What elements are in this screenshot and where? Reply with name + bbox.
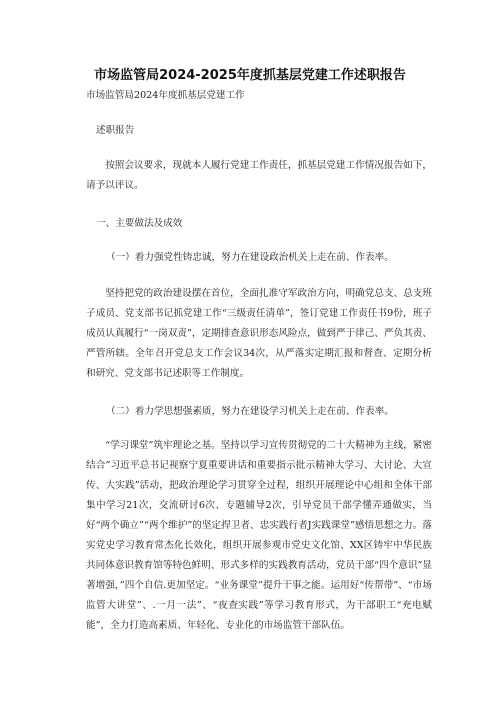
subheading-party-loyalty: （一）着力强党性铸忠诚，努力在建设政治机关上走在前、作表率。 [106,252,394,263]
paragraph-learning-classroom: “学习课堂”筑牢理论之基。坚持以学习宣传贯彻党的二十大精神为主线，紧密结合”习近平总书记视察宁夏重要讲话和重要指示批示精神大学习、大讨论、大宣传、大实践”活动，把政治理论学习贯穿全过程，组织开展理论中心组和全体干部集中学习21次，交流研讨6次、专题辅导2次，引导党员干部学懂弄通做实，当好“两个确立”“两个维护”的坚定捍卫者、忠实践行者J实践课堂”感悟思想之力。落实党史学习教育常杰化长效化，组织开展参观市党史文化馆、XX区铸牢中华民族共同体意识教育馆等特色鲜明、形式多样的实践教育活动，党员干部“四个意识”显著增强，”四个自信.更加坚定。“业务课堂”提升干事之能。运用好“传帮带”、“市场监管大讲堂”、.一月一法”、“夜查实践”等学习教育形式，为干部职工“充电赋能”，全力打造高素质、年轻化、专业化的市场监管干部队伍。 [86,440,432,631]
paragraph-political-construction: 坚持把党的政治建设摆在首位，全面扎准守军政治方向，明确党总支、总支班子成员、党支部书记抓党建工作“三级责任清单”，签订党建工作责任书9份，班子成员认真履行“一岗双责”，定期排查意识形态风险点，做到严于律己、严负其责、严管所辖。全年召开党总支工作会议34次，从严落实定期汇报和督查、定期分析和研究、党支部书记述职等工作制度。 [86,288,432,379]
subheading-learning-quality: （二）着力学思想强素质，努力在建设学习机关上走在前、作表率。 [106,406,394,417]
heading-main-practices: 一、主要做法及成效 [96,218,183,229]
document-subtitle: 市场监管局2024年度抓基层党建工作 [86,90,245,101]
section-label: 述职报告 [96,125,135,136]
document-title: 市场监管局2024-2025年度抓基层党建工作述职报告 [94,68,406,83]
intro-paragraph: 按照会议要求，现就本人履行党建工作责任，抓基层党建工作情况报告如下，请予以评议。 [86,160,432,191]
